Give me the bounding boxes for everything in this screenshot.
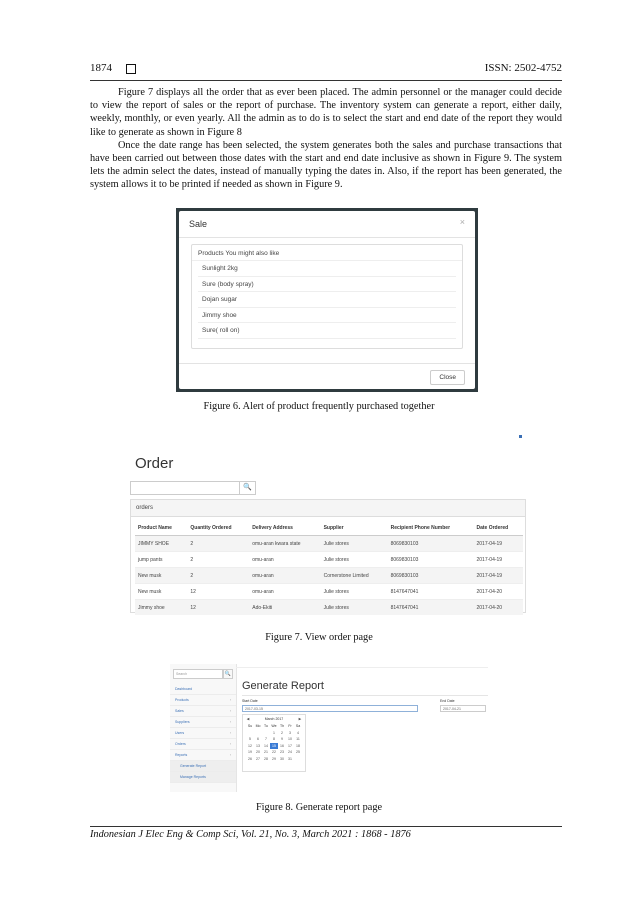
calendar-day[interactable]: 13 [256,743,260,748]
cell: 8147647041 [388,600,474,616]
paragraph: Figure 7 displays all the order that as ever been placed. The admin personnel or the manager could decide to view the report of sales or the report of purchase. The inventory system can generate a report, either daily, weekly, monthly, or even yearly. All the admin as to do is to select the start and end date of the report they would like to generate as shown in Figure 8 [90,87,562,138]
calendar-day[interactable]: 1 [273,730,275,735]
cell: 2017-04-19 [474,536,524,552]
start-date-field[interactable]: 2017-03-15 [242,705,418,712]
weekday-label: Tu [264,724,268,728]
weekday-label: Mo [255,724,261,728]
cell: 2017-04-20 [474,584,524,600]
calendar-day[interactable]: 27 [256,756,260,761]
calendar-grid [246,723,305,762]
cell: New musk [135,568,187,584]
search-icon[interactable]: 🔍 [239,481,256,495]
column-header: Quantity Ordered [187,521,249,536]
calendar-day[interactable]: 31 [288,756,292,761]
cell: New musk [135,584,187,600]
prev-month-icon[interactable]: ◀ [246,717,250,721]
calendar-header [243,715,305,723]
sidebar-item-users[interactable] [170,728,236,739]
end-date-field[interactable]: 2017-04-21 [440,705,486,712]
page-number: 1874 [90,62,112,74]
sidebar-item-label: Users [175,731,185,735]
sidebar-item-products[interactable] [170,695,236,706]
figure-7-caption: Figure 7. View order page [265,632,373,643]
calendar-day[interactable]: 16 [280,743,284,748]
sidebar [170,664,237,792]
calendar-day[interactable]: 12 [248,743,252,748]
divider [236,667,488,668]
cell: JIMMY SHOE [135,536,187,552]
calendar-month: March 2017 [264,717,284,721]
weekday-label: We [271,724,277,728]
cell: omu-aran kwara state [249,536,320,552]
weekday-label: Th [279,724,285,728]
cell: 2 [187,568,249,584]
sidebar-item-label: Dashboard [175,687,193,691]
calendar-day[interactable]: 19 [248,750,252,754]
calendar-day[interactable]: 17 [288,743,292,748]
sidebar-item-dashboard[interactable] [170,684,236,695]
indicator [519,435,522,438]
suggestions-panel [191,244,463,349]
product-list [192,261,462,339]
sidebar-item-label: Suppliers [175,720,190,724]
date-picker [242,714,306,772]
calendar-day[interactable]: 8 [273,737,275,741]
calendar-day[interactable]: 25 [296,750,300,754]
figure-7-screenshot [126,435,526,615]
cell: Jimmy shoe [135,600,187,616]
running-footer: Indonesian J Elec Eng & Comp Sci, Vol. 21, No. 3, March 2021 : 1868 - 1876 [90,829,411,840]
calendar-day[interactable]: 9 [281,737,283,741]
column-header: Delivery Address [249,521,320,536]
sidebar-item-suppliers[interactable] [170,717,236,728]
list-item[interactable]: Sure (body spray) [198,277,456,293]
calendar-day[interactable]: 14 [264,743,268,748]
cell: 2017-04-19 [474,552,524,568]
divider [242,695,488,696]
divider [179,363,475,364]
table-row [135,552,523,568]
close-button[interactable]: Close [430,370,465,385]
end-date-label: End Date [440,699,455,703]
calendar-day[interactable]: 6 [257,737,259,741]
paragraph: Once the date range has been selected, the system generates both the sales and purchase transactions that have been carried out between those dates with the start and end date inclusive as shown in Figure 9. The system lets the admin select the dates, instead of manually typing the dates in. Also, if the report has been generated, the system allows it to be printed if needed as shown in Figure 9. [90,139,562,191]
cell: Cornerstone Limited [321,568,388,584]
cell: omu-aran [249,568,320,584]
close-icon[interactable]: × [459,217,465,227]
calendar-day[interactable]: 3 [289,730,291,735]
list-item[interactable]: Sunlight 2kg [198,261,456,277]
sidebar-item-label: Sales [175,709,184,713]
cell: 8069830103 [388,552,474,568]
dialog-title: Sale [189,219,208,229]
calendar-day[interactable]: 20 [256,750,260,754]
sidebar-item-generate-report[interactable] [170,761,236,772]
sidebar-item-orders[interactable] [170,739,236,750]
chevron-left-icon: ‹ [229,731,231,735]
weekday-label: Fr [288,724,292,728]
sale-dialog [179,211,475,389]
calendar-day[interactable]: 21 [264,750,268,754]
calendar-day[interactable]: 4 [297,730,299,735]
cell: 8147647041 [388,584,474,600]
orders-panel [130,499,526,613]
search-input[interactable]: Search [173,669,223,679]
header-rule [90,80,562,81]
calendar-day[interactable]: 11 [296,737,300,741]
panel-heading: Products You might also like [192,245,462,261]
figure-8-screenshot [170,664,488,792]
panel-heading: orders [131,500,525,517]
table-row [135,600,523,616]
list-item[interactable]: Sure( roll on) [198,323,456,339]
column-header: Date Ordered [474,521,524,536]
search-icon[interactable]: 🔍 [224,671,232,677]
page-title: Generate Report [242,680,324,692]
column-header: Product Name [135,521,187,536]
column-header: Supplier [321,521,388,536]
sidebar-item-label: Generate Report [180,764,207,768]
cell: Julie stores [321,600,388,616]
calendar-day[interactable]: 28 [264,756,268,761]
sidebar-item-label: Reports [175,753,188,757]
footer-rule [90,826,562,827]
figure-8-caption: Figure 8. Generate report page [255,802,383,813]
calendar-day[interactable]: 5 [249,737,251,741]
cell: Julie stores [321,584,388,600]
page-title: Order [135,455,174,472]
chevron-left-icon: ‹ [229,698,231,702]
calendar-day[interactable]: 10 [288,737,292,741]
cell: omu-aran [249,552,320,568]
cell: jump pants [135,552,187,568]
list-item[interactable]: Jimmy shoe [198,308,456,324]
figure-6-screenshot [176,208,478,392]
cell: 2017-04-20 [474,600,524,616]
cell: Ado-Ekiti [249,600,320,616]
calendar-day[interactable]: 24 [288,750,292,754]
calendar-day[interactable]: 15 [270,743,278,750]
body-text [90,86,562,192]
weekday-label: Su [247,724,253,728]
next-month-icon[interactable]: ▶ [298,717,302,721]
calendar-day [294,756,302,763]
cell: 8069830103 [388,536,474,552]
table-header-row [135,521,523,536]
chevron-left-icon: ‹ [229,720,231,724]
list-item[interactable]: Dojan sugar [198,292,456,308]
sidebar-item-label: Products [175,698,189,702]
table-row [135,584,523,600]
calendar-day[interactable]: 22 [272,750,276,754]
start-date-label: Start Date [242,699,258,703]
calendar-day[interactable]: 29 [272,756,276,761]
cell: 2 [187,552,249,568]
running-header [90,62,562,78]
table-row [135,536,523,552]
issn: ISSN: 2502-4752 [484,62,562,74]
calendar-day[interactable]: 2 [281,730,283,735]
figure-6-caption: Figure 6. Alert of product frequently purchased together [203,401,435,412]
sidebar-item-reports[interactable] [170,750,236,761]
cell: omu-aran [249,584,320,600]
chevron-left-icon: ‹ [229,753,231,757]
cell: Julie stores [321,536,388,552]
divider [179,237,475,238]
calendar-day[interactable]: 26 [248,756,252,761]
cell: Julie stores [321,552,388,568]
weekday-label: Sa [295,724,301,728]
calendar-day[interactable]: 7 [265,737,267,741]
cell: 12 [187,600,249,616]
chevron-left-icon: ‹ [229,709,231,713]
table-row [135,568,523,584]
chevron-left-icon: ‹ [229,742,231,746]
cell: 12 [187,584,249,600]
cell: 8069830103 [388,568,474,584]
calendar-day[interactable]: 30 [280,756,284,761]
sidebar-item-label: Manage Reports [180,775,206,779]
sidebar-item-sales[interactable] [170,706,236,717]
checkbox-icon [126,64,136,74]
search-input[interactable] [130,481,240,495]
column-header: Recipient Phone Number [388,521,474,536]
orders-table [135,521,523,615]
calendar-day[interactable]: 18 [296,743,300,748]
sidebar-item-label: Orders [175,742,186,746]
calendar-day[interactable]: 23 [280,750,284,754]
cell: 2 [187,536,249,552]
cell: 2017-04-19 [474,568,524,584]
sidebar-item-manage-reports[interactable] [170,772,236,783]
